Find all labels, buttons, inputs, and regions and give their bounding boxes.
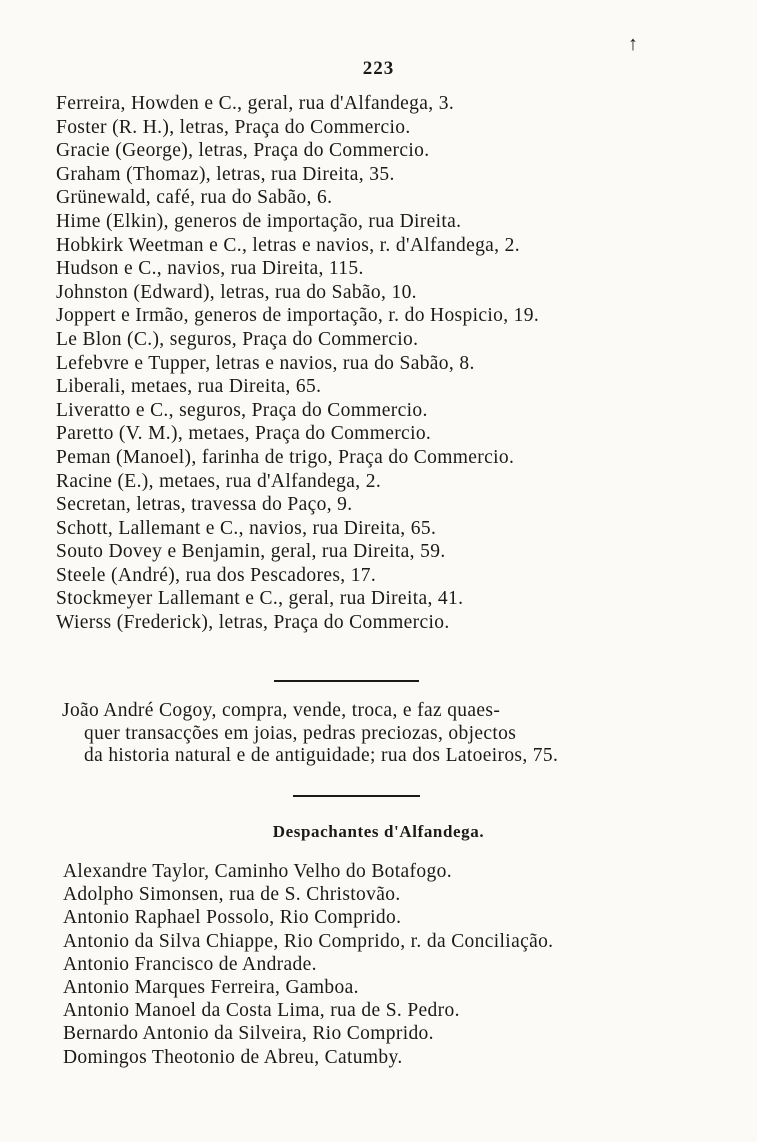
directory-entry: Souto Dovey e Benjamin, geral, rua Direita, 59. [56,541,446,563]
directory-entry: Wierss (Frederick), letras, Praça do Commercio. [56,612,450,634]
broker-entry: Alexandre Taylor, Caminho Velho do Botafogo. [63,861,452,882]
page-number: 223 [362,58,395,79]
directory-entry: Gracie (George), letras, Praça do Commercio. [56,140,430,162]
broker-entry: Adolpho Simonsen, rua de S. Christovão. [63,884,401,906]
directory-entry: Hobkirk Weetman e C., letras e navios, r. d'Alfandega, 2. [56,234,520,256]
directory-entry: Stockmeyer Lallemant e C., geral, rua Direita, 41. [56,588,464,610]
directory-entry: Racine (E.), metaes, rua d'Alfandega, 2. [56,470,382,492]
broker-entry: Antonio Francisco de Andrade. [63,953,317,975]
section-divider [293,795,420,797]
directory-entry: Schott, Lallemant e C., navios, rua Direita, 65. [56,517,437,539]
directory-entry: Peman (Manoel), farinha de trigo, Praça do Commercio. [56,446,515,468]
directory-entry: Ferreira, Howden e C., geral, rua d'Alfandega, 3. [56,93,455,114]
corner-mark: ↑ [628,33,638,55]
directory-entry: Liveratto e C., seguros, Praça do Commercio. [56,399,428,421]
advertisement-notice [62,700,702,768]
broker-entry: Antonio Raphael Possolo, Rio Comprido. [63,907,402,929]
notice-line: da historia natural e de antiguidade; rua dos Latoeiros, 75. [84,745,559,766]
directory-entry: Le Blon (C.), seguros, Praça do Commercio. [56,328,419,350]
directory-entry: Joppert e Irmão, generos de importação, r. do Hospicio, 19. [56,305,540,327]
section-heading: Despachantes d'Alfandega. [272,822,485,841]
broker-entry: Domingos Theotonio de Abreu, Catumby. [63,1046,403,1068]
directory-entry: Grünewald, café, rua do Sabão, 6. [56,187,333,209]
broker-entry: Bernardo Antonio da Silveira, Rio Comprido. [63,1023,434,1045]
directory-entry: Paretto (V. M.), metaes, Praça do Commercio. [56,423,432,445]
broker-entry: Antonio Marques Ferreira, Gamboa. [63,976,359,998]
notice-line: João André Cogoy, compra, vende, troca, e faz quaes- [62,700,501,721]
directory-entry: Lefebvre e Tupper, letras e navios, rua do Sabão, 8. [56,352,475,374]
directory-entry: Steele (André), rua dos Pescadores, 17. [56,564,377,586]
broker-entry: Antonio Manoel da Costa Lima, rua de S. Pedro. [63,1000,460,1022]
directory-entry: Johnston (Edward), letras, rua do Sabão, 10. [56,281,417,303]
directory-entry: Foster (R. H.), letras, Praça do Commercio. [56,116,411,138]
broker-entry: Antonio da Silva Chiappe, Rio Comprido, r. da Conciliação. [63,930,554,952]
section-divider [274,680,419,682]
directory-entry: Liberali, metaes, rua Direita, 65. [56,376,322,398]
directory-entry: Graham (Thomaz), letras, rua Direita, 35. [56,163,395,185]
customs-brokers-list [63,860,713,1069]
merchant-directory [56,92,706,635]
directory-entry: Secretan, letras, travessa do Paço, 9. [56,494,353,516]
directory-entry: Hime (Elkin), generos de importação, rua Direita. [56,210,462,232]
notice-line: quer transacções em joias, pedras preciozas, objectos [84,722,517,744]
directory-entry: Hudson e C., navios, rua Direita, 115. [56,258,364,280]
